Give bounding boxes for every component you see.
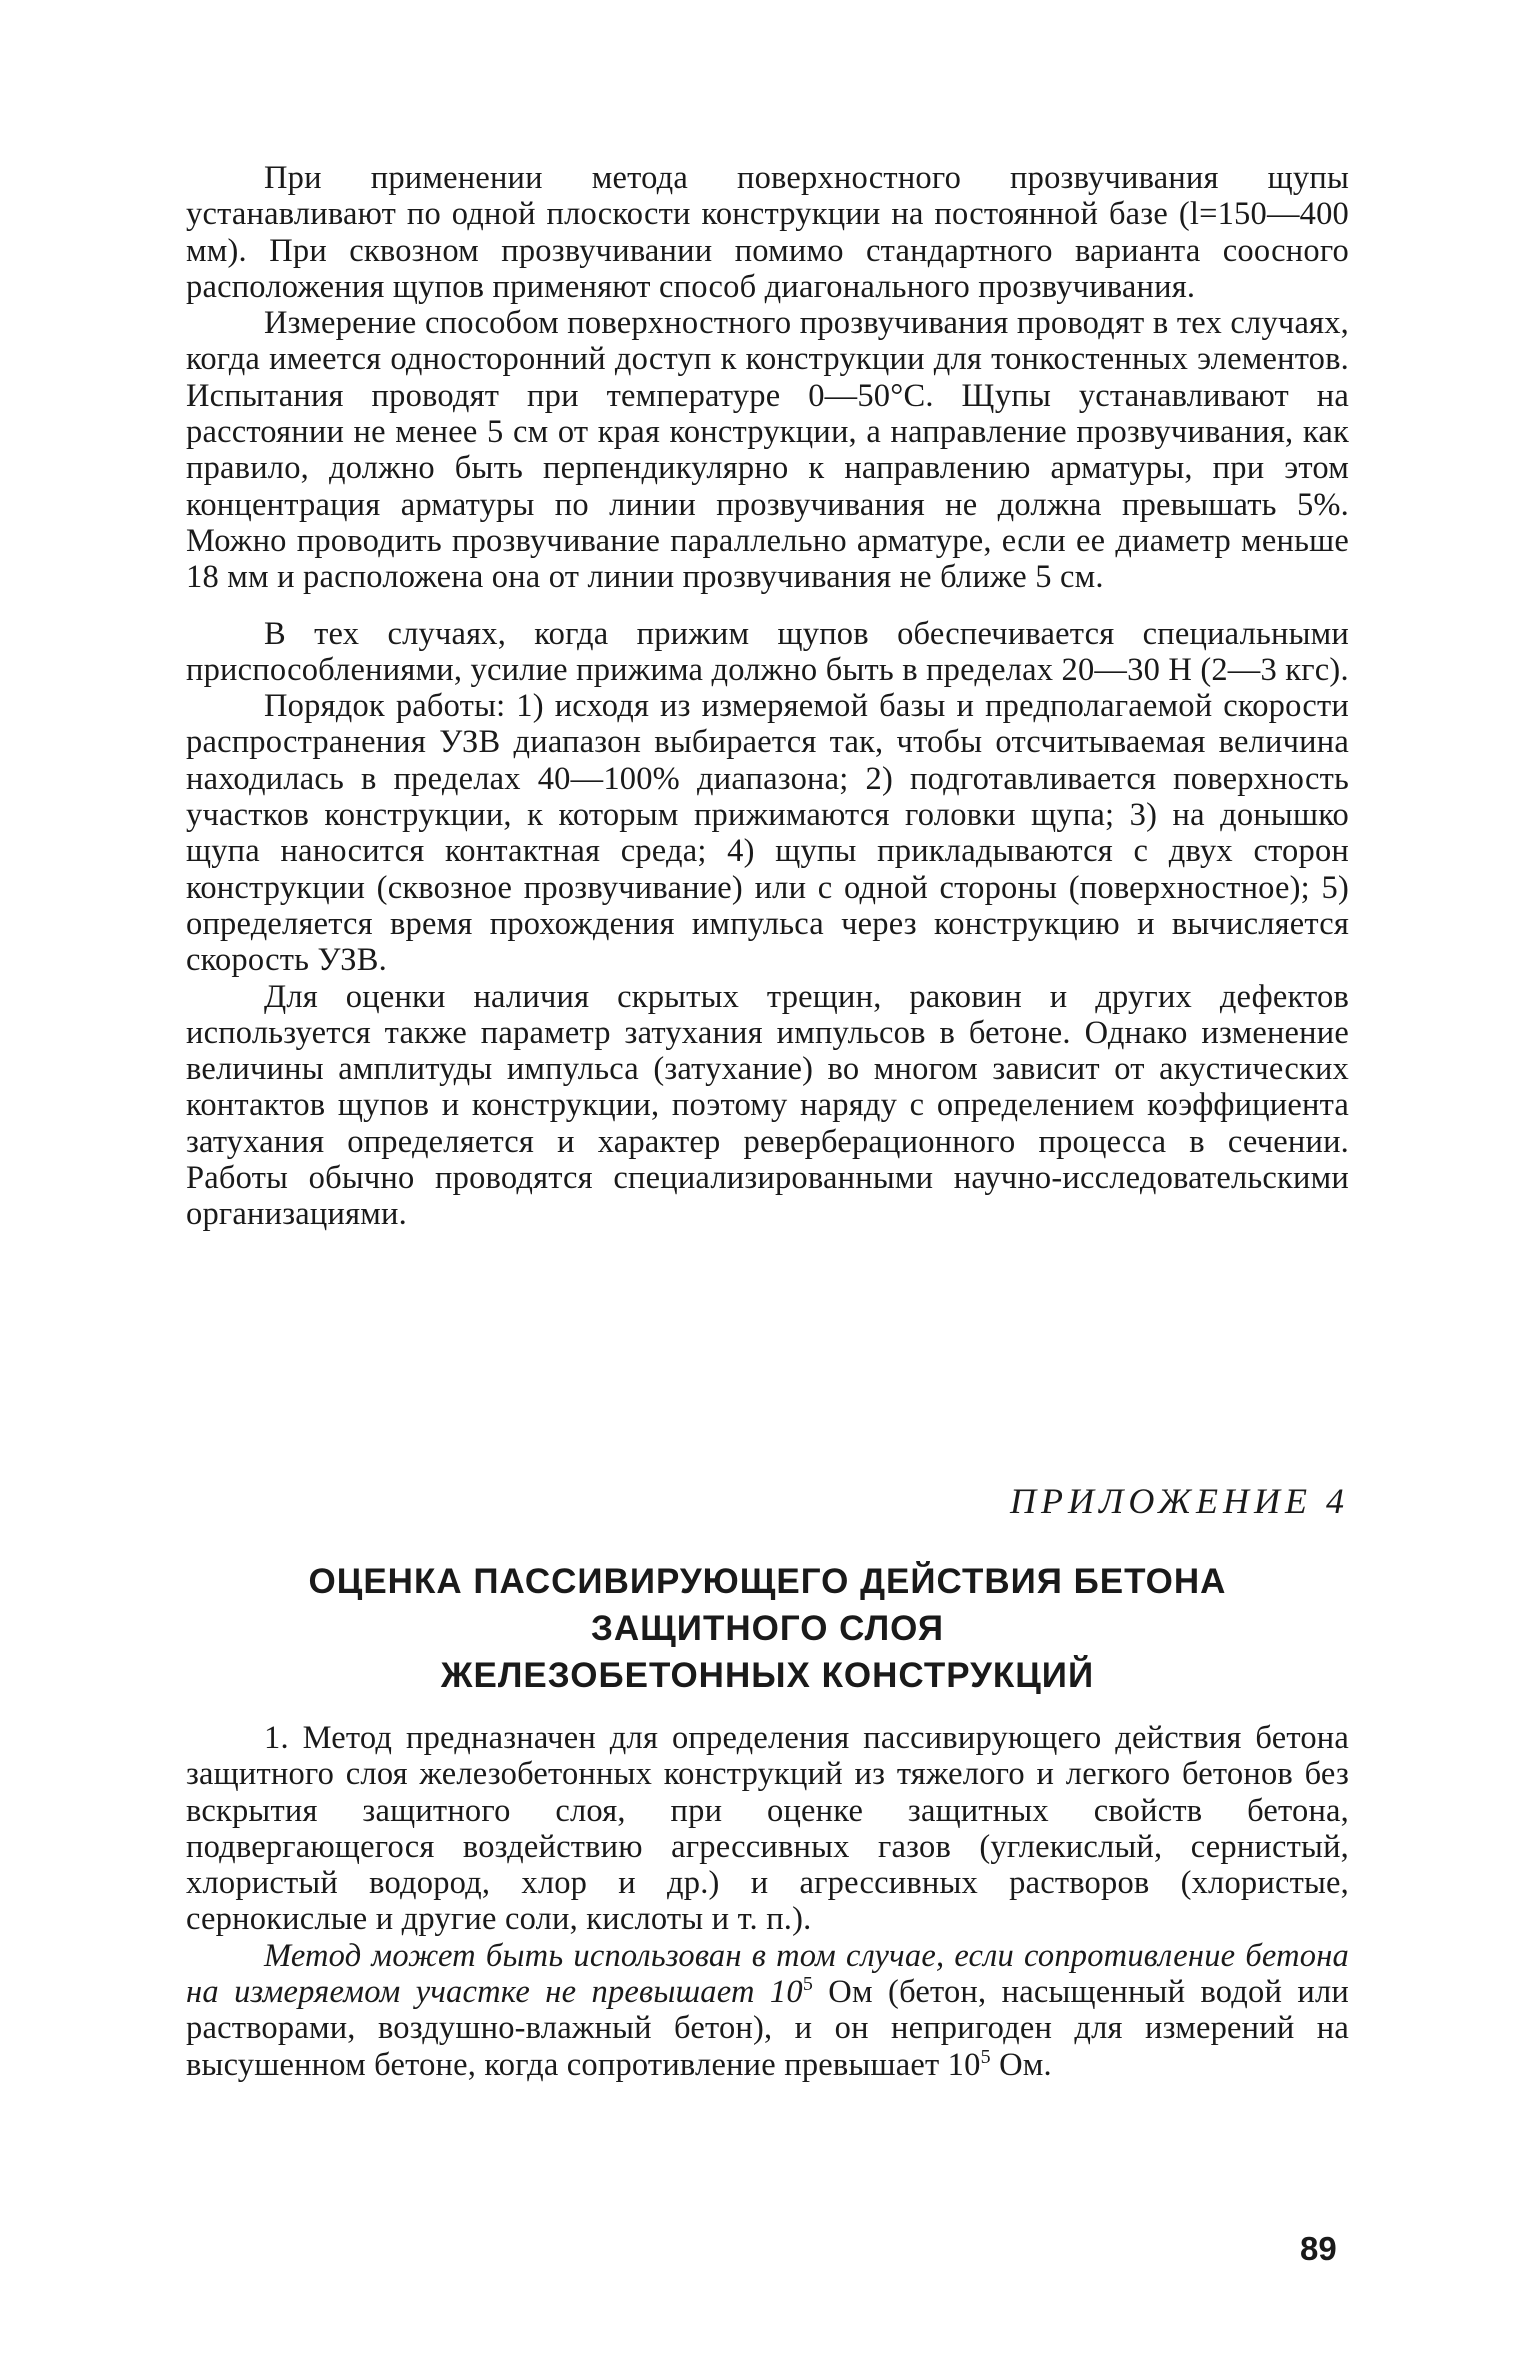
paragraph-method-purpose: 1. Метод предназначен для определения пассивирующего действия бетона защитного слоя железобетонных конструкций из тяжелого и легкого бетонов без вскрытия защитного слоя, при оценке защитных свойств бетона, подвергающегося воздействию агрессивных газов (углекислый, сернистый, хлористый водород, хлор и др.) и агрессивных растворов (хлористые, сернокислые и другие соли, кислоты и т. п.). xyxy=(186,1720,1349,1938)
paragraph-work-procedure: Порядок работы: 1) исходя из измеряемой базы и предполагаемой скорости распространения УЗВ диапазон выбирается так, чтобы отсчитываемая величина находилась в пределах 40—100% диапазона; 2) подготавливается поверхность участков конструкции, к которым прижимаются головки щупа; 3) на донышко щупа наносится контактная среда; 4) щупы прикладываются с двух сторон конструкции (сквозное прозвучивание) или с одной стороны (поверхностное); 5) определяется время прохождения импульса через конструкцию и вычисляется скорость УЗВ. xyxy=(186,688,1349,979)
exponent-2: 5 xyxy=(980,2045,991,2068)
paragraph-surface-method: При применении метода поверхностного прозвучивания щупы устанавливают по одной плоскости конструкции на постоянной базе (l=150—400 мм). При сквозном прозвучивании помимо стандартного варианта соосного расположения щупов применяют способ диагонального прозвучивания. xyxy=(186,160,1349,305)
appendix-title xyxy=(186,1558,1349,1699)
method-limits-text-1: Метод может быть использован в том случае, если сопротивление бетона на измеряемом участке не превышает 10 xyxy=(186,1937,1349,2011)
appendix-title-line-3: ЖЕЛЕЗОБЕТОННЫХ КОНСТРУКЦИЙ xyxy=(440,1656,1095,1695)
paragraph-measurement-conditions: Измерение способом поверхностного прозвучивания проводят в тех случаях, когда имеется односторонний доступ к конструкции для тонкостенных элементов. Испытания проводят при температуре 0—50°С. Щупы устанавливают на расстоянии не менее 5 см от края конструкции, а направление прозвучивания, как правило, должно быть перпендикулярно к направлению арматуры, при этом концентрация арматуры по линии прозвучивания не должна превышать 5%. Можно проводить прозвучивание параллельно арматуре, если ее диаметр меньше 18 мм и расположена она от линии прозвучивания не ближе 5 см. xyxy=(186,305,1349,596)
appendix-title-line-2: ЗАЩИТНОГО СЛОЯ xyxy=(590,1609,945,1648)
exponent-1: 5 xyxy=(802,1973,814,1996)
paragraph-method-limits xyxy=(186,1938,1349,2083)
method-limits-text-3: Ом. xyxy=(990,2046,1052,2083)
paragraph-attenuation: Для оценки наличия скрытых трещин, раковин и других дефектов используется также параметр затухания импульсов в бетоне. Однако изменение величины амплитуды импульса (затухание) во многом зависит от акустических контактов щупов и конструкции, поэтому наряду с определением коэффициента затухания определяется и характер реверберационного процесса в сечении. Работы обычно проводятся специализированными научно-исследовательскими организациями. xyxy=(186,978,1349,1233)
paragraph-clamping-force: В тех случаях, когда прижим щупов обеспечивается специальными приспособлениями, усилие прижима должно быть в пределах 20—30 Н (2—3 кгс). xyxy=(186,615,1349,688)
page-number: 89 xyxy=(1300,2230,1337,2267)
appendix-body xyxy=(186,1720,1349,2083)
appendix-title-line-1: ОЦЕНКА ПАССИВИРУЮЩЕГО ДЕЙСТВИЯ БЕТОНА xyxy=(308,1562,1227,1601)
appendix-label: ПРИЛОЖЕНИЕ 4 xyxy=(1010,1481,1349,1521)
document-page xyxy=(186,160,1349,2083)
method-limits-text-2: Ом (бетон, насыщенный водой или растворами, воздушно-влажный бетон), и он непригоден для измерений на высушенном бетоне, когда сопротивление превышает 10 xyxy=(186,1974,1349,2083)
